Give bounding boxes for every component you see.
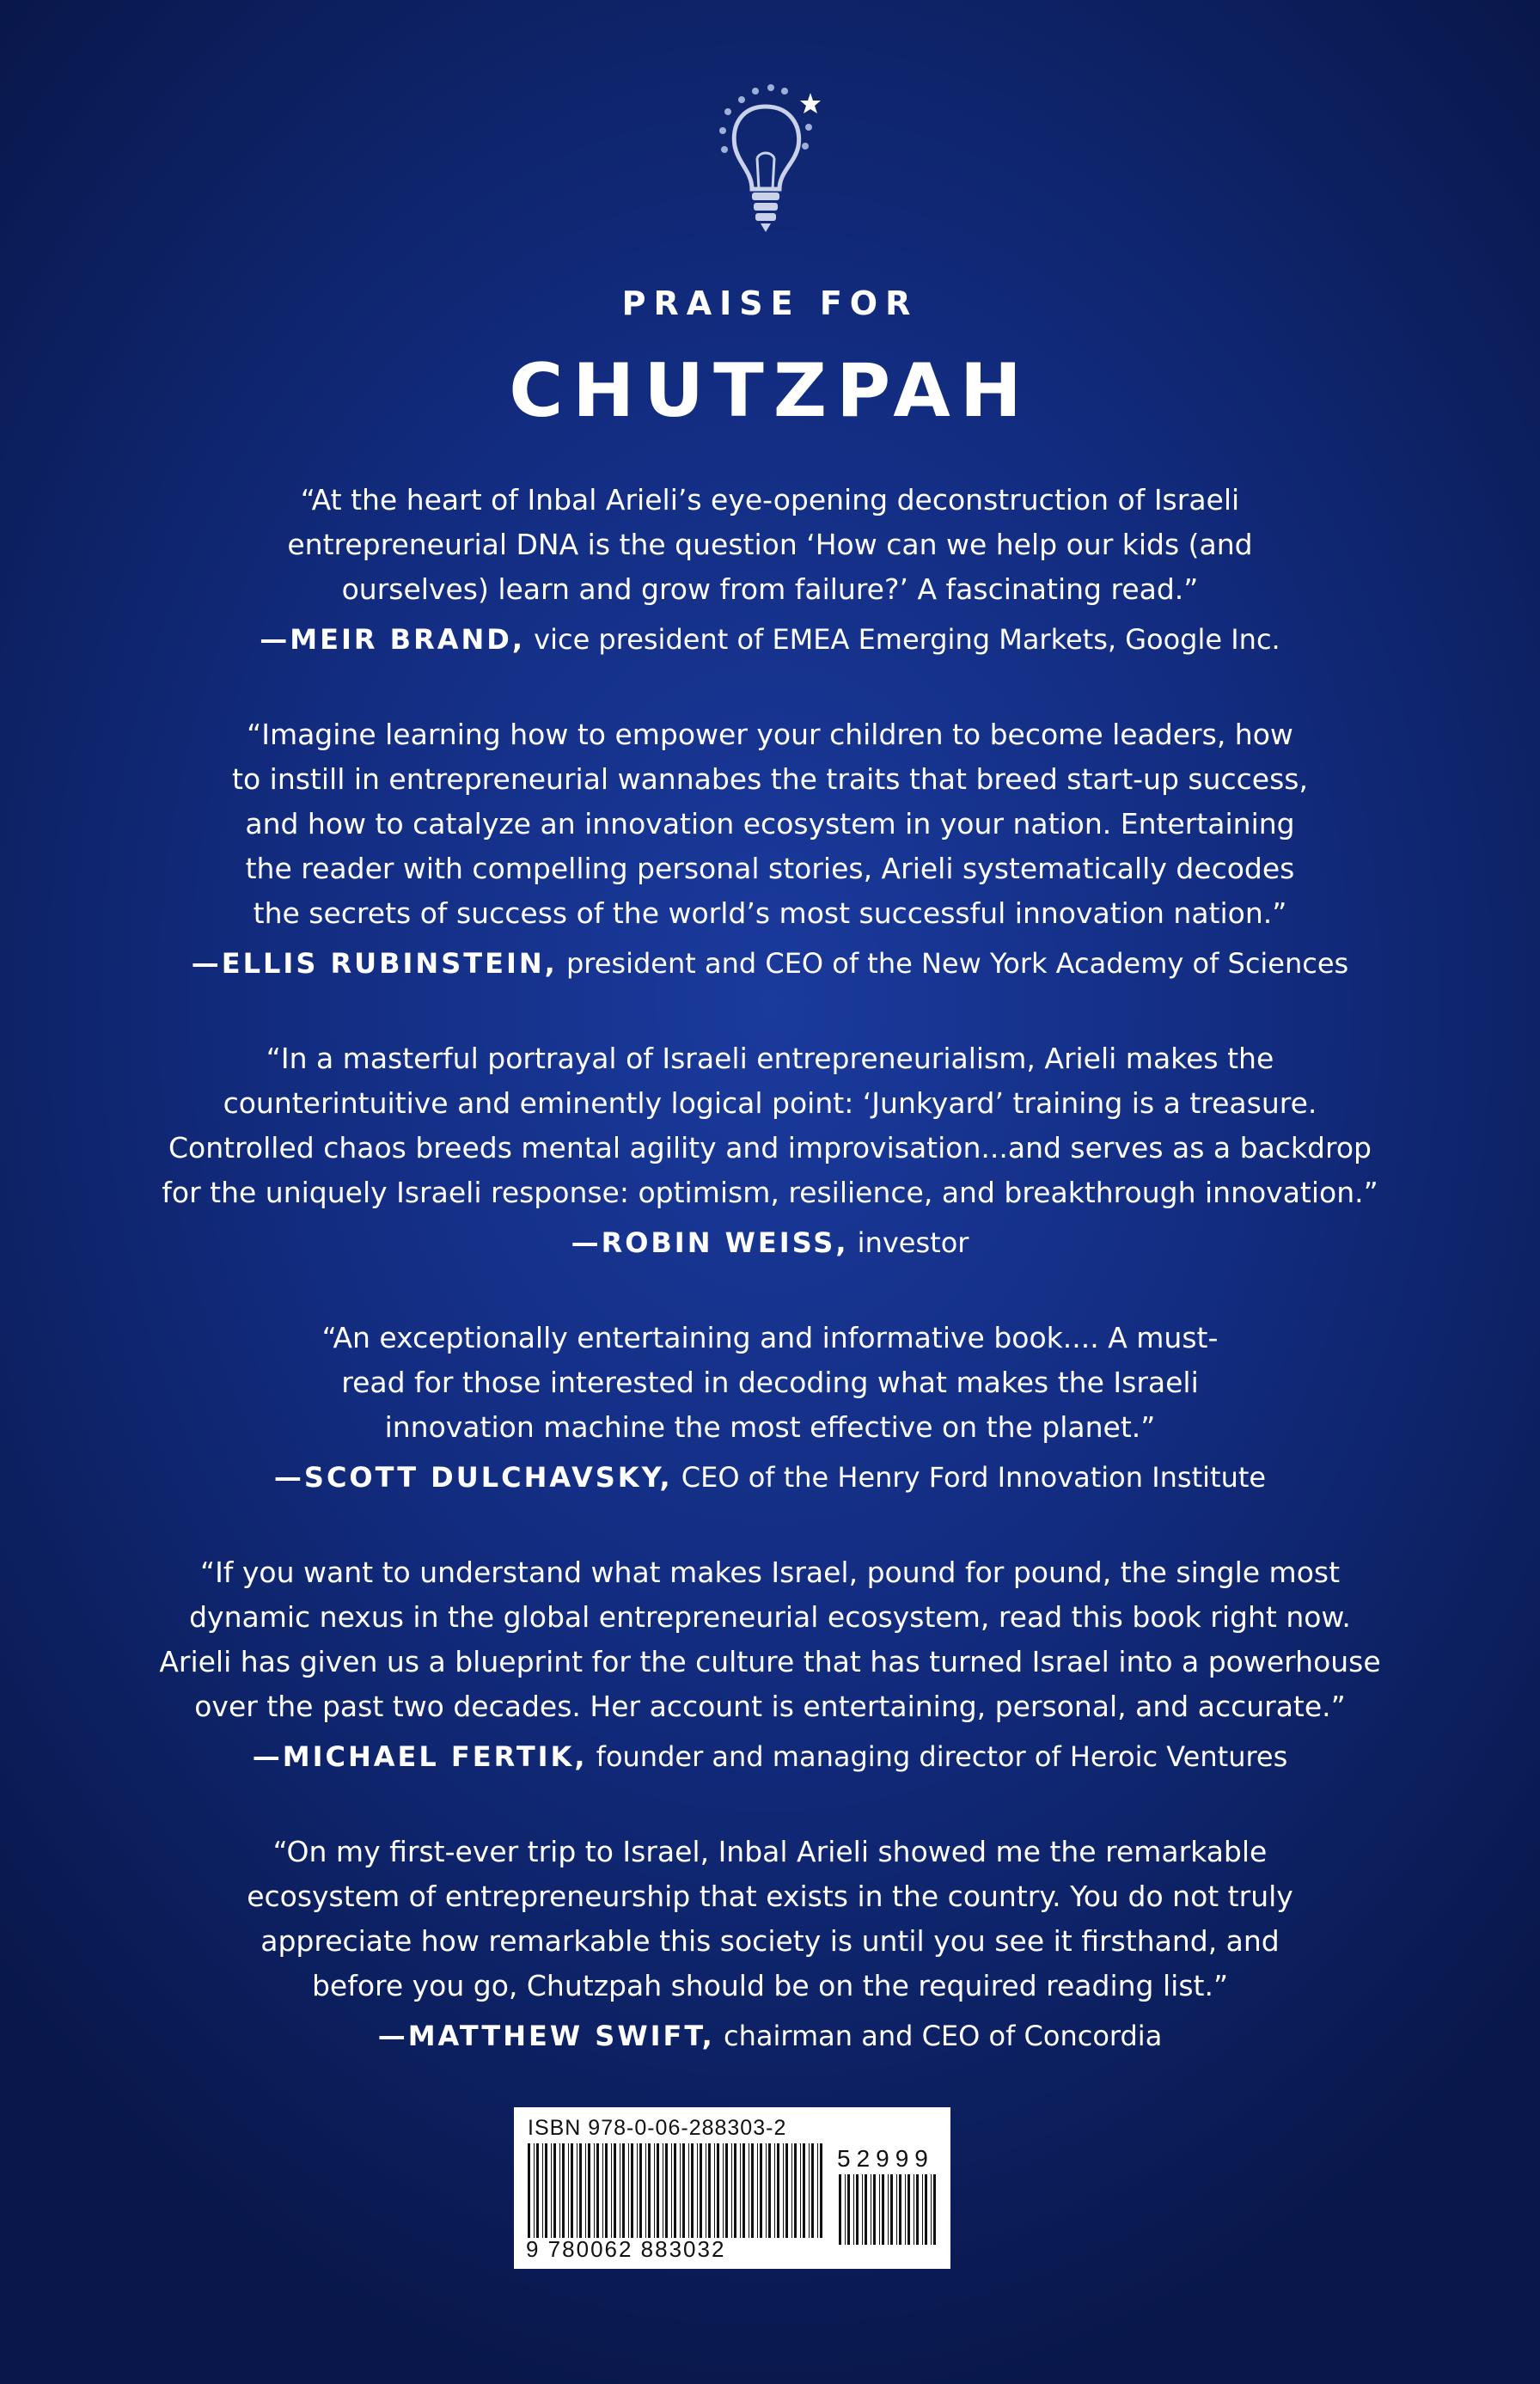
price-barcode-bars — [837, 2174, 938, 2245]
attribution — [69, 1738, 1471, 1776]
barcode-digits: 9 780062 883032 — [526, 2236, 726, 2262]
attribution-name: —ROBIN WEISS, — [571, 1226, 849, 1259]
attribution-name: —MEIR BRAND, — [260, 623, 525, 656]
attribution — [69, 1458, 1471, 1496]
quote-line: innovation machine the most effective on the planet.” — [384, 1410, 1156, 1444]
quote-line: “At the heart of Inbal Arieli’s eye-opening deconstruction of Israeli — [300, 483, 1240, 517]
blurb-matthew-swift — [69, 1830, 1471, 2055]
attribution-title: CEO of the Henry Ford Innovation Institute — [672, 1461, 1267, 1494]
attribution-name: —MATTHEW SWIFT, — [377, 2020, 715, 2052]
attribution-title: chairman and CEO of Concordia — [714, 2020, 1163, 2052]
quote-line: counterintuitive and eminently logical point: ‘Junkyard’ training is a treasure. — [223, 1086, 1317, 1120]
attribution — [69, 2017, 1471, 2055]
attribution-title: founder and managing director of Heroic Ventures — [587, 1740, 1288, 1773]
quote-line: “On my first-ever trip to Israel, Inbal Arieli showed me the remarkable — [272, 1835, 1268, 1868]
attribution-title: investor — [848, 1226, 969, 1259]
quote-line: ourselves) learn and grow from failure?’ A fascinating read.” — [341, 572, 1199, 606]
price-code: 52999 — [837, 2145, 934, 2172]
book-title: CHUTZPAH — [509, 348, 1031, 434]
blurb-scott-dulchavsky — [69, 1316, 1471, 1496]
quote-line: dynamic nexus in the global entrepreneurial ecosystem, read this book right now. — [189, 1600, 1351, 1634]
quote-line: for the uniquely Israeli response: optimism, resilience, and breakthrough innovation.” — [162, 1176, 1378, 1209]
praise-quotes — [69, 478, 1471, 2055]
attribution-name: —ELLIS RUBINSTEIN, — [191, 947, 558, 980]
quote-line: ecosystem of entrepreneurship that exists in the country. You do not truly — [247, 1880, 1293, 1913]
quote-line: “Imagine learning how to empower your children to become leaders, how — [247, 718, 1293, 751]
praise-for-label: PRAISE FOR — [621, 284, 919, 322]
isbn-barcode — [514, 2107, 950, 2269]
quote-line: the secrets of success of the world’s most successful innovation nation.” — [253, 896, 1287, 930]
quote-line: appreciate how remarkable this society is until you see it firsthand, and — [260, 1924, 1280, 1958]
isbn-label: ISBN 978-0-06-288303-2 — [528, 2116, 787, 2140]
attribution-title: president and CEO of the New York Academy of Sciences — [557, 947, 1349, 980]
blurb-michael-fertik — [69, 1550, 1471, 1776]
blurb-ellis-rubinstein — [69, 712, 1471, 982]
attribution — [69, 1224, 1471, 1262]
quote-line: entrepreneurial DNA is the question ‘How can we help our kids (and — [287, 528, 1253, 561]
quote-line: to instill in entrepreneurial wannabes the traits that breed start-up success, — [232, 762, 1308, 796]
attribution — [69, 944, 1471, 982]
quote-line: “In a masterful portrayal of Israeli entrepreneurialism, Arieli makes the — [266, 1042, 1274, 1075]
attribution-name: —SCOTT DULCHAVSKY, — [273, 1461, 673, 1494]
attribution-title: vice president of EMEA Emerging Markets, Google Inc. — [524, 623, 1280, 656]
attribution-name: —MICHAEL FERTIK, — [252, 1740, 588, 1773]
quote-line: Controlled chaos breeds mental agility and improvisation...and serves as a backdrop — [168, 1131, 1372, 1164]
quote-line: “An exceptionally entertaining and informative book.... A must- — [321, 1321, 1219, 1354]
quote-line: and how to catalyze an innovation ecosystem in your nation. Entertaining — [245, 807, 1295, 841]
quote-line: over the past two decades. Her account is entertaining, personal, and accurate.” — [194, 1690, 1346, 1723]
quote-line: “If you want to understand what makes Israel, pound for pound, the single most — [199, 1556, 1341, 1589]
blurb-meir-brand — [69, 478, 1471, 658]
quote-line: read for those interested in decoding what makes the Israeli — [341, 1366, 1199, 1399]
quote-line: before you go, Chutzpah should be on the required reading list.” — [311, 1969, 1229, 2002]
blurb-robin-weiss — [69, 1036, 1471, 1262]
lightbulb-icon — [688, 69, 843, 249]
attribution — [69, 620, 1471, 658]
quote-line: the reader with compelling personal stories, Arieli systematically decodes — [245, 852, 1295, 885]
barcode-bars — [526, 2143, 827, 2238]
quote-line: Arieli has given us a blueprint for the culture that has turned Israel into a powerhouse — [159, 1645, 1381, 1678]
